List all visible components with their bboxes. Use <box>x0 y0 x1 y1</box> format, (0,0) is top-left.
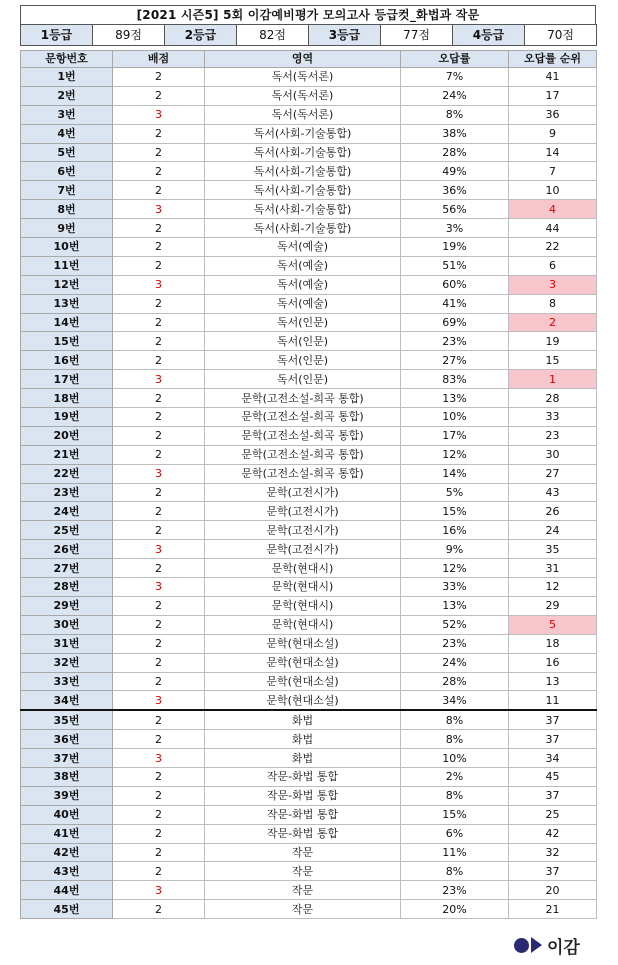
area-cell: 작문-화법 통합 <box>205 805 401 824</box>
question-number-cell: 39번 <box>21 786 113 805</box>
points-cell: 2 <box>113 483 205 502</box>
grade-3-score: 77점 <box>381 25 453 46</box>
question-number-cell: 44번 <box>21 881 113 900</box>
area-cell: 문학(고전시가) <box>205 502 401 521</box>
table-row <box>21 672 597 691</box>
error-rank-cell: 19 <box>509 332 597 351</box>
area-cell: 작문 <box>205 900 401 919</box>
table-row <box>21 634 597 653</box>
points-cell: 2 <box>113 426 205 445</box>
grade-1-score: 89점 <box>93 25 165 46</box>
table-row <box>21 445 597 464</box>
error-rank-cell: 8 <box>509 294 597 313</box>
error-rank-cell: 32 <box>509 843 597 862</box>
points-cell: 2 <box>113 843 205 862</box>
question-number-cell: 41번 <box>21 824 113 843</box>
error-rate-cell: 12% <box>401 445 509 464</box>
question-number-cell: 19번 <box>21 408 113 427</box>
error-rank-cell: 34 <box>509 749 597 768</box>
points-cell: 2 <box>113 634 205 653</box>
points-cell: 2 <box>113 389 205 408</box>
error-rank-cell: 2 <box>509 313 597 332</box>
error-rank-cell: 17 <box>509 86 597 105</box>
points-cell: 2 <box>113 596 205 615</box>
logo-triangle-icon <box>531 937 542 953</box>
table-row <box>21 615 597 634</box>
points-cell: 2 <box>113 332 205 351</box>
question-number-cell: 7번 <box>21 181 113 200</box>
error-rank-cell: 41 <box>509 68 597 87</box>
area-cell: 문학(현대소설) <box>205 672 401 691</box>
question-number-cell: 6번 <box>21 162 113 181</box>
error-rank-cell: 24 <box>509 521 597 540</box>
area-cell: 독서(독서론) <box>205 86 401 105</box>
table-row <box>21 824 597 843</box>
error-rank-cell: 5 <box>509 615 597 634</box>
col-header-error-rank: 오답률 순위 <box>509 51 597 68</box>
error-rank-cell: 9 <box>509 124 597 143</box>
area-cell: 독서(인문) <box>205 351 401 370</box>
points-cell: 2 <box>113 521 205 540</box>
error-rate-cell: 10% <box>401 408 509 427</box>
area-cell: 독서(예술) <box>205 238 401 257</box>
error-rank-cell: 22 <box>509 238 597 257</box>
table-row <box>21 749 597 768</box>
brand-logo <box>514 934 584 956</box>
error-rate-cell: 6% <box>401 824 509 843</box>
area-cell: 독서(독서론) <box>205 105 401 124</box>
area-cell: 독서(사회-기술통합) <box>205 162 401 181</box>
error-rank-cell: 37 <box>509 862 597 881</box>
error-rank-cell: 23 <box>509 426 597 445</box>
points-cell: 2 <box>113 68 205 87</box>
error-rank-cell: 16 <box>509 653 597 672</box>
error-rate-cell: 34% <box>401 691 509 710</box>
question-number-cell: 20번 <box>21 426 113 445</box>
error-rate-cell: 28% <box>401 672 509 691</box>
question-number-cell: 17번 <box>21 370 113 389</box>
error-rate-cell: 15% <box>401 502 509 521</box>
error-rate-cell: 13% <box>401 389 509 408</box>
error-rate-cell: 56% <box>401 200 509 219</box>
table-row <box>21 256 597 275</box>
points-cell: 2 <box>113 238 205 257</box>
points-cell: 3 <box>113 749 205 768</box>
error-rate-cell: 7% <box>401 68 509 87</box>
question-number-cell: 14번 <box>21 313 113 332</box>
error-rate-cell: 36% <box>401 181 509 200</box>
question-number-cell: 29번 <box>21 596 113 615</box>
points-cell: 2 <box>113 805 205 824</box>
table-row <box>21 86 597 105</box>
area-cell: 작문 <box>205 881 401 900</box>
points-cell: 2 <box>113 124 205 143</box>
area-cell: 독서(예술) <box>205 294 401 313</box>
error-rate-cell: 9% <box>401 540 509 559</box>
question-number-cell: 22번 <box>21 464 113 483</box>
question-number-cell: 37번 <box>21 749 113 768</box>
points-cell: 3 <box>113 578 205 597</box>
area-cell: 독서(예술) <box>205 275 401 294</box>
error-rate-cell: 23% <box>401 881 509 900</box>
area-cell: 독서(인문) <box>205 332 401 351</box>
table-row <box>21 238 597 257</box>
area-cell: 작문 <box>205 862 401 881</box>
question-number-cell: 16번 <box>21 351 113 370</box>
area-cell: 문학(현대소설) <box>205 691 401 710</box>
error-rank-cell: 26 <box>509 502 597 521</box>
error-rate-cell: 60% <box>401 275 509 294</box>
error-rate-cell: 41% <box>401 294 509 313</box>
question-number-cell: 11번 <box>21 256 113 275</box>
error-rate-cell: 11% <box>401 843 509 862</box>
table-row <box>21 426 597 445</box>
question-number-cell: 27번 <box>21 559 113 578</box>
grade-4-label: 4등급 <box>453 25 525 46</box>
question-number-cell: 5번 <box>21 143 113 162</box>
table-row <box>21 105 597 124</box>
error-rate-cell: 20% <box>401 900 509 919</box>
table-row <box>21 124 597 143</box>
points-cell: 2 <box>113 256 205 275</box>
table-row <box>21 805 597 824</box>
error-rank-cell: 35 <box>509 540 597 559</box>
area-cell: 독서(인문) <box>205 313 401 332</box>
table-row <box>21 881 597 900</box>
error-rank-cell: 21 <box>509 900 597 919</box>
area-cell: 문학(현대소설) <box>205 653 401 672</box>
error-rate-cell: 14% <box>401 464 509 483</box>
points-cell: 2 <box>113 181 205 200</box>
table-row <box>21 843 597 862</box>
area-cell: 독서(사회-기술통합) <box>205 124 401 143</box>
area-cell: 문학(현대시) <box>205 578 401 597</box>
error-rate-cell: 49% <box>401 162 509 181</box>
table-row <box>21 578 597 597</box>
col-header-error-rate: 오답률 <box>401 51 509 68</box>
points-cell: 2 <box>113 862 205 881</box>
error-rank-cell: 33 <box>509 408 597 427</box>
question-number-cell: 34번 <box>21 691 113 710</box>
error-rate-cell: 52% <box>401 615 509 634</box>
table-row <box>21 540 597 559</box>
error-rank-cell: 12 <box>509 578 597 597</box>
error-rank-cell: 43 <box>509 483 597 502</box>
grade-3-label: 3등급 <box>309 25 381 46</box>
question-number-cell: 35번 <box>21 710 113 729</box>
question-number-cell: 38번 <box>21 767 113 786</box>
error-rank-cell: 44 <box>509 219 597 238</box>
table-row <box>21 313 597 332</box>
question-number-cell: 28번 <box>21 578 113 597</box>
points-cell: 2 <box>113 615 205 634</box>
grade-4-score: 70점 <box>525 25 597 46</box>
points-cell: 2 <box>113 786 205 805</box>
question-number-cell: 45번 <box>21 900 113 919</box>
question-number-cell: 42번 <box>21 843 113 862</box>
col-header-number: 문항번호 <box>21 51 113 68</box>
area-cell: 문학(고전소설-희곡 통합) <box>205 426 401 445</box>
grade-2-score: 82점 <box>237 25 309 46</box>
table-row <box>21 786 597 805</box>
points-cell: 3 <box>113 881 205 900</box>
error-rate-cell: 16% <box>401 521 509 540</box>
area-cell: 작문-화법 통합 <box>205 824 401 843</box>
points-cell: 2 <box>113 219 205 238</box>
error-rank-cell: 7 <box>509 162 597 181</box>
error-rank-cell: 14 <box>509 143 597 162</box>
error-rank-cell: 37 <box>509 786 597 805</box>
question-number-cell: 43번 <box>21 862 113 881</box>
question-number-cell: 18번 <box>21 389 113 408</box>
points-cell: 2 <box>113 445 205 464</box>
points-cell: 3 <box>113 105 205 124</box>
table-row <box>21 389 597 408</box>
error-rank-cell: 31 <box>509 559 597 578</box>
points-cell: 3 <box>113 540 205 559</box>
table-row <box>21 691 597 710</box>
question-stats-table <box>20 50 597 919</box>
question-number-cell: 33번 <box>21 672 113 691</box>
error-rank-cell: 1 <box>509 370 597 389</box>
points-cell: 2 <box>113 730 205 749</box>
points-cell: 3 <box>113 464 205 483</box>
question-number-cell: 2번 <box>21 86 113 105</box>
points-cell: 2 <box>113 672 205 691</box>
col-header-area: 영역 <box>205 51 401 68</box>
area-cell: 문학(고전소설-희곡 통합) <box>205 408 401 427</box>
table-row <box>21 862 597 881</box>
area-cell: 독서(사회-기술통합) <box>205 143 401 162</box>
question-number-cell: 4번 <box>21 124 113 143</box>
area-cell: 문학(고전시가) <box>205 521 401 540</box>
error-rate-cell: 83% <box>401 370 509 389</box>
table-row <box>21 653 597 672</box>
table-row <box>21 294 597 313</box>
error-rate-cell: 27% <box>401 351 509 370</box>
error-rank-cell: 4 <box>509 200 597 219</box>
question-number-cell: 15번 <box>21 332 113 351</box>
error-rate-cell: 5% <box>401 483 509 502</box>
error-rate-cell: 8% <box>401 730 509 749</box>
error-rate-cell: 33% <box>401 578 509 597</box>
question-number-cell: 40번 <box>21 805 113 824</box>
error-rate-cell: 12% <box>401 559 509 578</box>
error-rank-cell: 27 <box>509 464 597 483</box>
question-number-cell: 10번 <box>21 238 113 257</box>
error-rank-cell: 37 <box>509 710 597 729</box>
question-number-cell: 12번 <box>21 275 113 294</box>
area-cell: 화법 <box>205 710 401 729</box>
table-row <box>21 710 597 729</box>
page-title: [2021 시즌5] 5회 이감예비평가 모의고사 등급컷_화법과 작문 <box>20 5 596 24</box>
table-row <box>21 219 597 238</box>
question-number-cell: 30번 <box>21 615 113 634</box>
area-cell: 작문-화법 통합 <box>205 767 401 786</box>
area-cell: 작문 <box>205 843 401 862</box>
table-row <box>21 730 597 749</box>
error-rate-cell: 2% <box>401 767 509 786</box>
table-row <box>21 483 597 502</box>
logo-circle-icon <box>514 938 529 953</box>
question-number-cell: 26번 <box>21 540 113 559</box>
error-rank-cell: 15 <box>509 351 597 370</box>
area-cell: 독서(인문) <box>205 370 401 389</box>
area-cell: 문학(현대소설) <box>205 634 401 653</box>
table-row <box>21 900 597 919</box>
area-cell: 문학(현대시) <box>205 615 401 634</box>
error-rate-cell: 17% <box>401 426 509 445</box>
table-row <box>21 559 597 578</box>
question-number-cell: 8번 <box>21 200 113 219</box>
points-cell: 2 <box>113 86 205 105</box>
points-cell: 3 <box>113 370 205 389</box>
error-rank-cell: 3 <box>509 275 597 294</box>
table-row <box>21 464 597 483</box>
table-header-row <box>21 51 597 68</box>
table-row <box>21 332 597 351</box>
error-rate-cell: 8% <box>401 862 509 881</box>
table-row <box>21 408 597 427</box>
points-cell: 2 <box>113 710 205 729</box>
error-rank-cell: 20 <box>509 881 597 900</box>
error-rate-cell: 23% <box>401 634 509 653</box>
area-cell: 화법 <box>205 730 401 749</box>
error-rank-cell: 36 <box>509 105 597 124</box>
error-rate-cell: 24% <box>401 86 509 105</box>
area-cell: 문학(고전소설-희곡 통합) <box>205 445 401 464</box>
grade-2-label: 2등급 <box>165 25 237 46</box>
question-number-cell: 21번 <box>21 445 113 464</box>
error-rank-cell: 25 <box>509 805 597 824</box>
points-cell: 2 <box>113 653 205 672</box>
points-cell: 3 <box>113 275 205 294</box>
table-row <box>21 68 597 87</box>
error-rank-cell: 42 <box>509 824 597 843</box>
error-rate-cell: 8% <box>401 105 509 124</box>
points-cell: 2 <box>113 351 205 370</box>
table-row <box>21 370 597 389</box>
points-cell: 2 <box>113 408 205 427</box>
area-cell: 화법 <box>205 749 401 768</box>
error-rank-cell: 13 <box>509 672 597 691</box>
question-number-cell: 1번 <box>21 68 113 87</box>
error-rate-cell: 8% <box>401 710 509 729</box>
table-row <box>21 521 597 540</box>
table-row <box>21 200 597 219</box>
error-rank-cell: 6 <box>509 256 597 275</box>
area-cell: 문학(현대시) <box>205 596 401 615</box>
question-number-cell: 23번 <box>21 483 113 502</box>
area-cell: 작문-화법 통합 <box>205 786 401 805</box>
question-number-cell: 9번 <box>21 219 113 238</box>
points-cell: 2 <box>113 559 205 578</box>
error-rank-cell: 18 <box>509 634 597 653</box>
table-row <box>21 275 597 294</box>
area-cell: 독서(사회-기술통합) <box>205 181 401 200</box>
error-rate-cell: 15% <box>401 805 509 824</box>
points-cell: 3 <box>113 691 205 710</box>
table-row <box>21 502 597 521</box>
question-number-cell: 13번 <box>21 294 113 313</box>
points-cell: 2 <box>113 313 205 332</box>
question-number-cell: 31번 <box>21 634 113 653</box>
question-number-cell: 25번 <box>21 521 113 540</box>
table-row <box>21 162 597 181</box>
error-rate-cell: 38% <box>401 124 509 143</box>
question-number-cell: 36번 <box>21 730 113 749</box>
table-row <box>21 596 597 615</box>
points-cell: 2 <box>113 767 205 786</box>
points-cell: 2 <box>113 502 205 521</box>
error-rank-cell: 10 <box>509 181 597 200</box>
area-cell: 문학(고전시가) <box>205 540 401 559</box>
error-rate-cell: 19% <box>401 238 509 257</box>
area-cell: 문학(현대시) <box>205 559 401 578</box>
error-rate-cell: 24% <box>401 653 509 672</box>
question-number-cell: 24번 <box>21 502 113 521</box>
area-cell: 문학(고전소설-희곡 통합) <box>205 464 401 483</box>
area-cell: 독서(독서론) <box>205 68 401 87</box>
error-rank-cell: 30 <box>509 445 597 464</box>
area-cell: 문학(고전소설-희곡 통합) <box>205 389 401 408</box>
error-rank-cell: 11 <box>509 691 597 710</box>
error-rank-cell: 45 <box>509 767 597 786</box>
table-row <box>21 143 597 162</box>
points-cell: 2 <box>113 162 205 181</box>
points-cell: 2 <box>113 294 205 313</box>
error-rank-cell: 28 <box>509 389 597 408</box>
error-rank-cell: 29 <box>509 596 597 615</box>
error-rate-cell: 69% <box>401 313 509 332</box>
error-rate-cell: 8% <box>401 786 509 805</box>
area-cell: 독서(사회-기술통합) <box>205 219 401 238</box>
grade-1-label: 1등급 <box>21 25 93 46</box>
error-rate-cell: 23% <box>401 332 509 351</box>
error-rate-cell: 10% <box>401 749 509 768</box>
error-rank-cell: 37 <box>509 730 597 749</box>
error-rate-cell: 28% <box>401 143 509 162</box>
logo-text: 이감 <box>547 937 580 958</box>
question-number-cell: 32번 <box>21 653 113 672</box>
points-cell: 3 <box>113 200 205 219</box>
table-row <box>21 351 597 370</box>
report <box>20 5 596 919</box>
points-cell: 2 <box>113 143 205 162</box>
error-rate-cell: 3% <box>401 219 509 238</box>
points-cell: 2 <box>113 824 205 843</box>
area-cell: 문학(고전시가) <box>205 483 401 502</box>
area-cell: 독서(예술) <box>205 256 401 275</box>
col-header-points: 배점 <box>113 51 205 68</box>
error-rate-cell: 51% <box>401 256 509 275</box>
question-number-cell: 3번 <box>21 105 113 124</box>
area-cell: 독서(사회-기술통합) <box>205 200 401 219</box>
error-rate-cell: 13% <box>401 596 509 615</box>
table-row <box>21 767 597 786</box>
points-cell: 2 <box>113 900 205 919</box>
table-row <box>21 181 597 200</box>
grade-cut-table <box>20 24 597 46</box>
